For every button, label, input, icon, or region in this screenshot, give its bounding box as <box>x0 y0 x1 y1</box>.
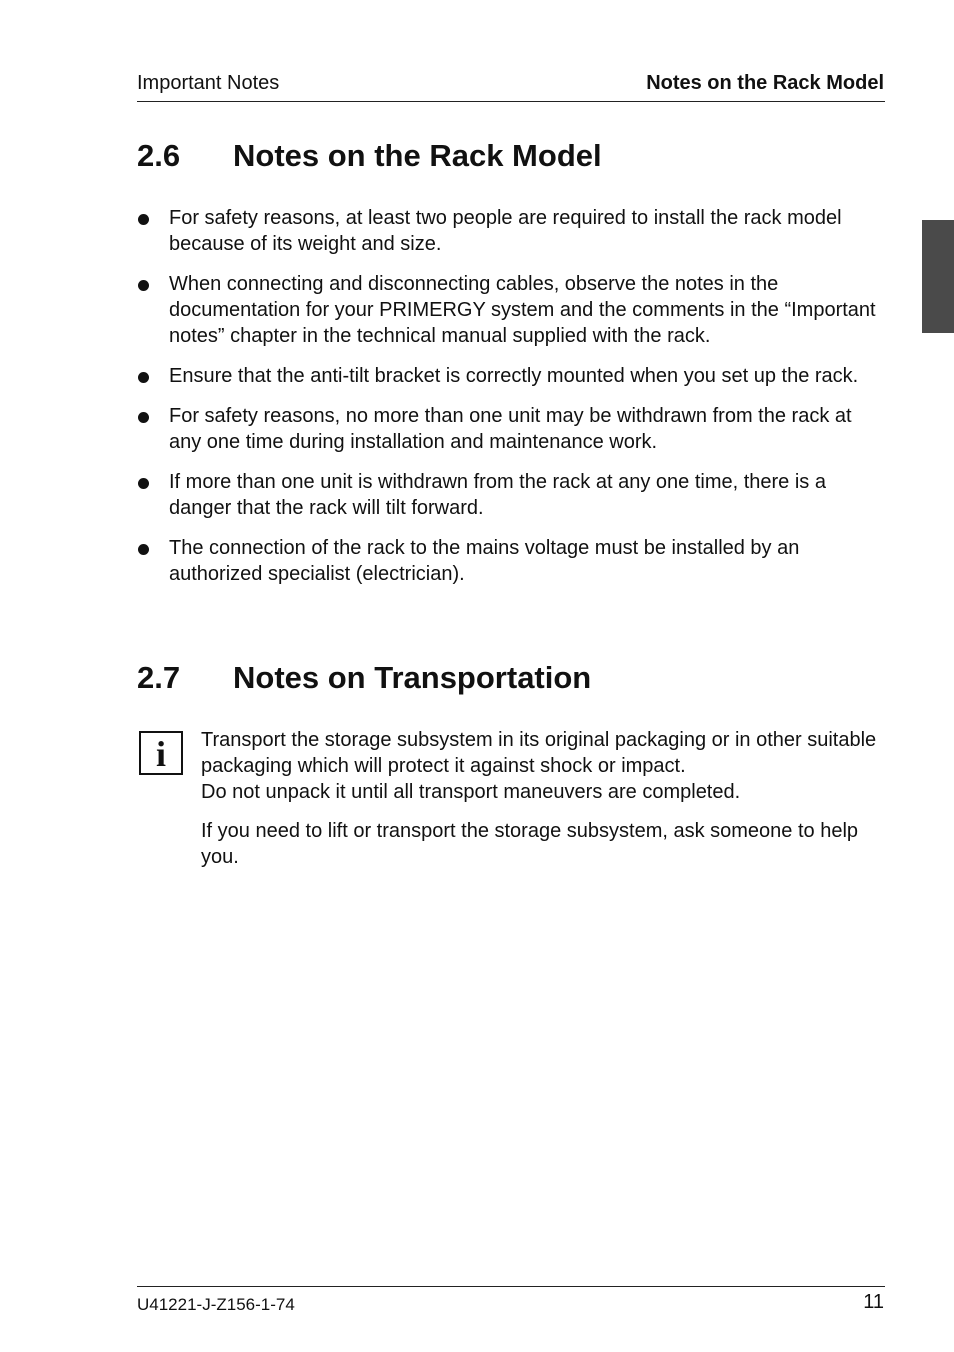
footer-rule <box>137 1286 885 1287</box>
bullet-icon <box>138 412 149 423</box>
rack-notes-list <box>137 205 885 601</box>
bullet-icon <box>138 544 149 555</box>
document-id: U41221-J-Z156-1-74 <box>137 1295 295 1314</box>
section-number: 2.6 <box>137 138 181 173</box>
header-rule <box>137 101 885 102</box>
list-item-text: For safety reasons, no more than one unit may be withdrawn from the rack at any one time during installation and maintenance work. <box>169 405 852 453</box>
list-item <box>137 271 885 349</box>
list-item <box>137 363 885 389</box>
list-item <box>137 205 885 257</box>
bullet-icon <box>138 280 149 291</box>
running-header-chapter: Important Notes <box>137 72 280 94</box>
transport-info-note <box>201 727 885 883</box>
section-title: Notes on Transportation <box>233 660 592 695</box>
list-item-text: Ensure that the anti-tilt bracket is correctly mounted when you set up the rack. <box>169 365 859 387</box>
info-text-line: Transport the storage subsystem in its original packaging or in other suitable packaging which will protect it against shock or impact. <box>201 729 877 777</box>
list-item <box>137 535 885 587</box>
running-header-section: Notes on the Rack Model <box>646 72 884 94</box>
bullet-icon <box>138 372 149 383</box>
section-heading-2-6 <box>137 138 602 174</box>
section-heading-2-7 <box>137 660 591 696</box>
list-item-text: For safety reasons, at least two people are required to install the rack model because of its weight and size. <box>169 207 842 255</box>
info-icon: i <box>139 731 183 775</box>
page-number: 11 <box>863 1291 884 1313</box>
info-text-line: Do not unpack it until all transport maneuvers are completed. <box>201 781 741 803</box>
bullet-icon <box>138 214 149 225</box>
list-item-text: The connection of the rack to the mains voltage must be installed by an authorized specialist (electrician). <box>169 537 800 585</box>
section-number: 2.7 <box>137 660 181 695</box>
list-item-text: When connecting and disconnecting cables, observe the notes in the documentation for your PRIMERGY system and the comments in the “Important notes” chapter in the technical manual supplied with the rack. <box>169 273 876 347</box>
list-item <box>137 469 885 521</box>
list-item <box>137 403 885 455</box>
section-title: Notes on the Rack Model <box>233 138 602 173</box>
list-item-text: If more than one unit is withdrawn from the rack at any one time, there is a danger that the rack will tilt forward. <box>169 471 826 519</box>
chapter-thumb-tab <box>922 220 954 333</box>
bullet-icon <box>138 478 149 489</box>
info-paragraph <box>201 727 885 805</box>
info-paragraph: If you need to lift or transport the storage subsystem, ask someone to help you. <box>201 820 859 868</box>
